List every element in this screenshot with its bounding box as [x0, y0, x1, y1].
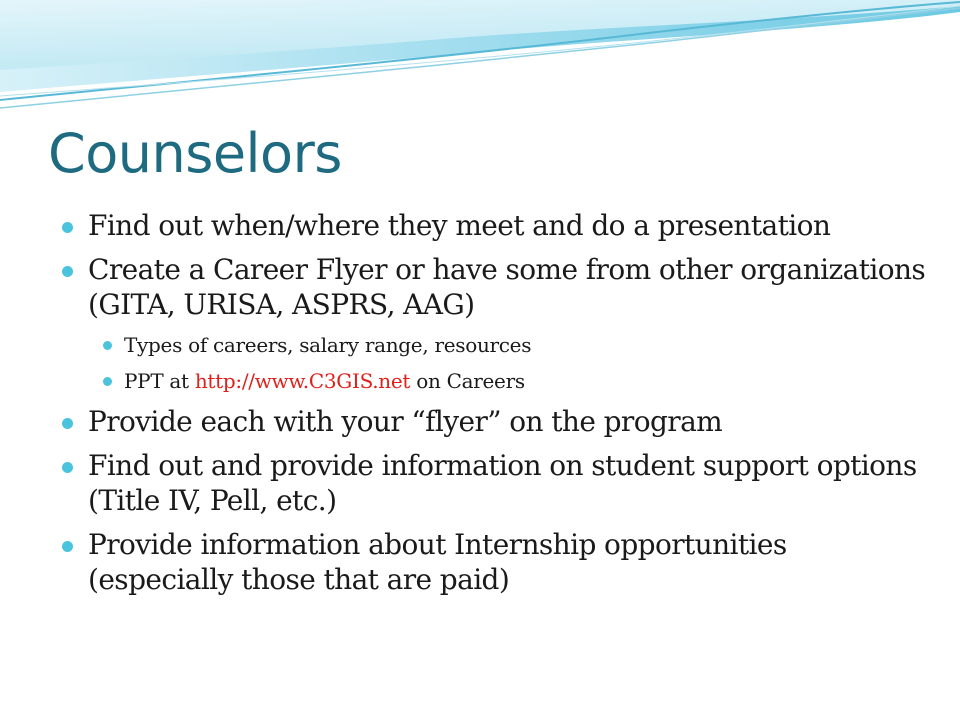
bullet-list [60, 208, 930, 597]
bullet-text: Find out and provide information on student support options (Title IV, Pell, etc.) [88, 449, 917, 517]
slide-body [60, 208, 930, 606]
bullet-dot-icon [62, 418, 73, 429]
header-wave-decoration [0, 0, 960, 130]
bullet-item [60, 208, 930, 243]
sub-bullet-dot-icon [103, 341, 112, 350]
sub-bullet-item [88, 332, 930, 358]
slide-title: Counselors [48, 122, 342, 185]
bullet-item [60, 527, 930, 597]
bullet-dot-icon [62, 462, 73, 473]
sub-bullet-text [124, 368, 930, 394]
bullet-text: Find out when/where they meet and do a presentation [88, 209, 831, 242]
sub-bullet-suffix: on Careers [410, 369, 525, 393]
bullet-dot-icon [62, 266, 73, 277]
sub-bullet-dot-icon [103, 377, 112, 386]
bullet-dot-icon [62, 541, 73, 552]
sub-bullet-text: Types of careers, salary range, resources [124, 333, 532, 357]
sub-bullet-list [88, 332, 930, 394]
bullet-text: Create a Career Flyer or have some from other organizations (GITA, URISA, ASPRS, AAG) [88, 253, 926, 321]
sub-bullet-prefix: PPT at [124, 369, 195, 393]
bullet-item [60, 252, 930, 394]
bullet-item [60, 404, 930, 439]
sub-bullet-item [88, 368, 930, 394]
bullet-dot-icon [62, 222, 73, 233]
bullet-item [60, 448, 930, 518]
bullet-text: Provide information about Internship opportunities (especially those that are paid) [88, 528, 787, 596]
c3gis-link[interactable]: http://www.C3GIS.net [194, 369, 411, 393]
bullet-text: Provide each with your “flyer” on the program [88, 405, 723, 438]
